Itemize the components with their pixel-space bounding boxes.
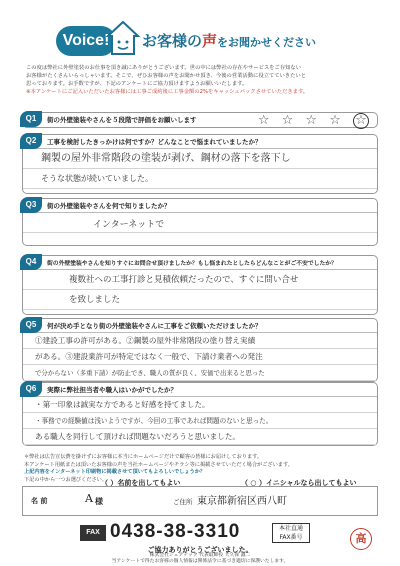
question-badge: Q5	[20, 317, 42, 333]
answer-line: インターネットで	[93, 220, 165, 230]
question-badge: Q3	[20, 197, 42, 213]
answer-line: を致しました	[69, 295, 121, 305]
answer-line: 鋼製の屋外非常階段の塗装が剥げ、鋼材の落下を落下し	[41, 153, 291, 164]
intro-line: 思っております。お手数ですが、下記のアンケートにご協力頂けますようお願いいたします。	[26, 81, 248, 87]
answer-area[interactable]	[23, 149, 377, 193]
address-label: ご住所	[173, 498, 193, 506]
footnote-line: 下記の中から一つお選びください。	[24, 476, 108, 483]
footnote-line: ＊弊社は広告宣伝費を掛けずにお客様に本当にホームページだけで顧客の皆様にお届けしております。	[24, 454, 263, 460]
question-text: 何が決め手となり街の外壁塗装やさんに工事をご依頼いただけましたか？	[47, 322, 262, 330]
address-field[interactable]: 東京都新宿区西八町	[197, 496, 287, 507]
honorific-label: 様	[95, 497, 103, 506]
option-name-ok[interactable]: （ ）名前を出してもよい	[101, 479, 181, 487]
answer-line: ・第一印象は誠実な方であると好感を持てました。	[35, 400, 210, 409]
answer-line: ①建設工事の許可がある。②鋼製の屋外非常階段の塗り替え実績	[35, 336, 256, 345]
answer-area[interactable]	[23, 213, 377, 245]
company-info	[0, 553, 400, 565]
intro-line: お客様がたくさんいらっしゃいます。そこで、ぜひお客様の声をお聞かせ頂き、今後の営業活動に役立てていきたいと	[26, 73, 306, 79]
question-badge: Q2	[20, 133, 42, 149]
answer-area[interactable]	[23, 397, 377, 445]
company-name: 株式会社シェアテック 代表取締役 大久保 誠二	[149, 553, 251, 558]
star-icon[interactable]: ☆ ☆ ☆ ☆	[257, 113, 345, 128]
page-title: お客様の声をお聞かせください	[142, 32, 317, 50]
question-4	[22, 255, 378, 315]
answer-line: ある職人を同行して頂ければ問題ないだろうと思いました。	[35, 432, 241, 441]
question-text: 街の外壁塗装やさんを何で知りましたか？	[47, 202, 171, 210]
question-3	[22, 198, 378, 246]
fax-tag-line: FAX番号	[279, 534, 303, 541]
intro-text	[26, 64, 380, 96]
question-5	[22, 318, 378, 382]
question-text: 工事を検討したきっかけは何ですか？どんなことで悩まれていましたか？	[47, 138, 262, 146]
answer-line: で分からない（多重下請）が防止でき、職人の質が良く、安価で出来ると思った	[35, 369, 265, 377]
answer-area[interactable]	[23, 270, 377, 314]
question-text: 実際に弊社担当者や職人はいかがでしたか？	[47, 386, 177, 394]
answer-line: ・事務での経験値は浅いようですが、今回の工事であれば問題のないと思った。	[35, 417, 273, 425]
footnote-line: 本アンケート用紙または頂いたお客様の声を当社ホームページやチラシ等に掲載させていただく場合がございます。	[24, 461, 293, 468]
question-6	[22, 382, 378, 446]
selected-star-icon[interactable]: ☆	[353, 113, 369, 129]
question-1	[22, 112, 378, 128]
question-2	[22, 134, 378, 194]
intro-line: この度は弊社に外壁塗装のお仕事を頂き誠にありがとうございます。世の中には弊社の存在やサービスをご存知ない	[26, 65, 302, 71]
fax-tag-line: 本社直通	[278, 525, 303, 532]
option-initial-ok[interactable]: （ ○ ）イニシャルなら出してもよい	[241, 479, 357, 487]
question-text: 街の外壁塗装やさんを５段階で評価をお願いします	[47, 116, 197, 124]
answer-line: がある。③建設業許可が特定ではなく一般で、下請け業者への発注	[35, 352, 263, 361]
voice-badge: Voice!	[56, 26, 116, 56]
question-text: 街の外壁塗装やさんを知りすぐにお問合せ頂けましたか？もし悩まれたとしたらどんなことがご不安でしたか？	[47, 261, 337, 267]
fax-number: 0438-38-3310	[110, 521, 241, 542]
question-badge: Q6	[20, 381, 42, 397]
footnote-line: 上記内容をインターネット印刷物に掲載させて頂いてもよろしいでしょうか？	[24, 469, 206, 475]
fax-row	[80, 521, 310, 543]
house-icon	[106, 20, 140, 56]
fax-tag	[272, 523, 310, 543]
cashback-note: ※本アンケートにご記入いただいたお客様には工事ご成約後に工事金額の2%をキャッシュバックさせていただきます。	[26, 89, 309, 95]
answer-line: そうな状態が続いていました。	[41, 174, 153, 183]
question-badge: Q4	[20, 254, 42, 270]
seal-stamp: 高	[350, 528, 372, 550]
answer-line: 複数社への工事打診と見積依頼だったので、すぐに問い合せ	[69, 275, 299, 285]
name-label: 名 前	[31, 497, 48, 505]
fax-icon: FAX	[80, 525, 106, 541]
header	[0, 0, 400, 60]
question-badge: Q1	[20, 111, 42, 127]
answer-area[interactable]	[23, 333, 377, 381]
name-field[interactable]: A	[85, 492, 93, 505]
thanks-text: ご協力ありがとうございました。	[147, 546, 253, 554]
rating-stars[interactable]	[258, 113, 369, 129]
privacy-note: 当アンケートで得たお客様の個人情報は関係法令に基づき適切に保護いたします。	[111, 559, 289, 564]
